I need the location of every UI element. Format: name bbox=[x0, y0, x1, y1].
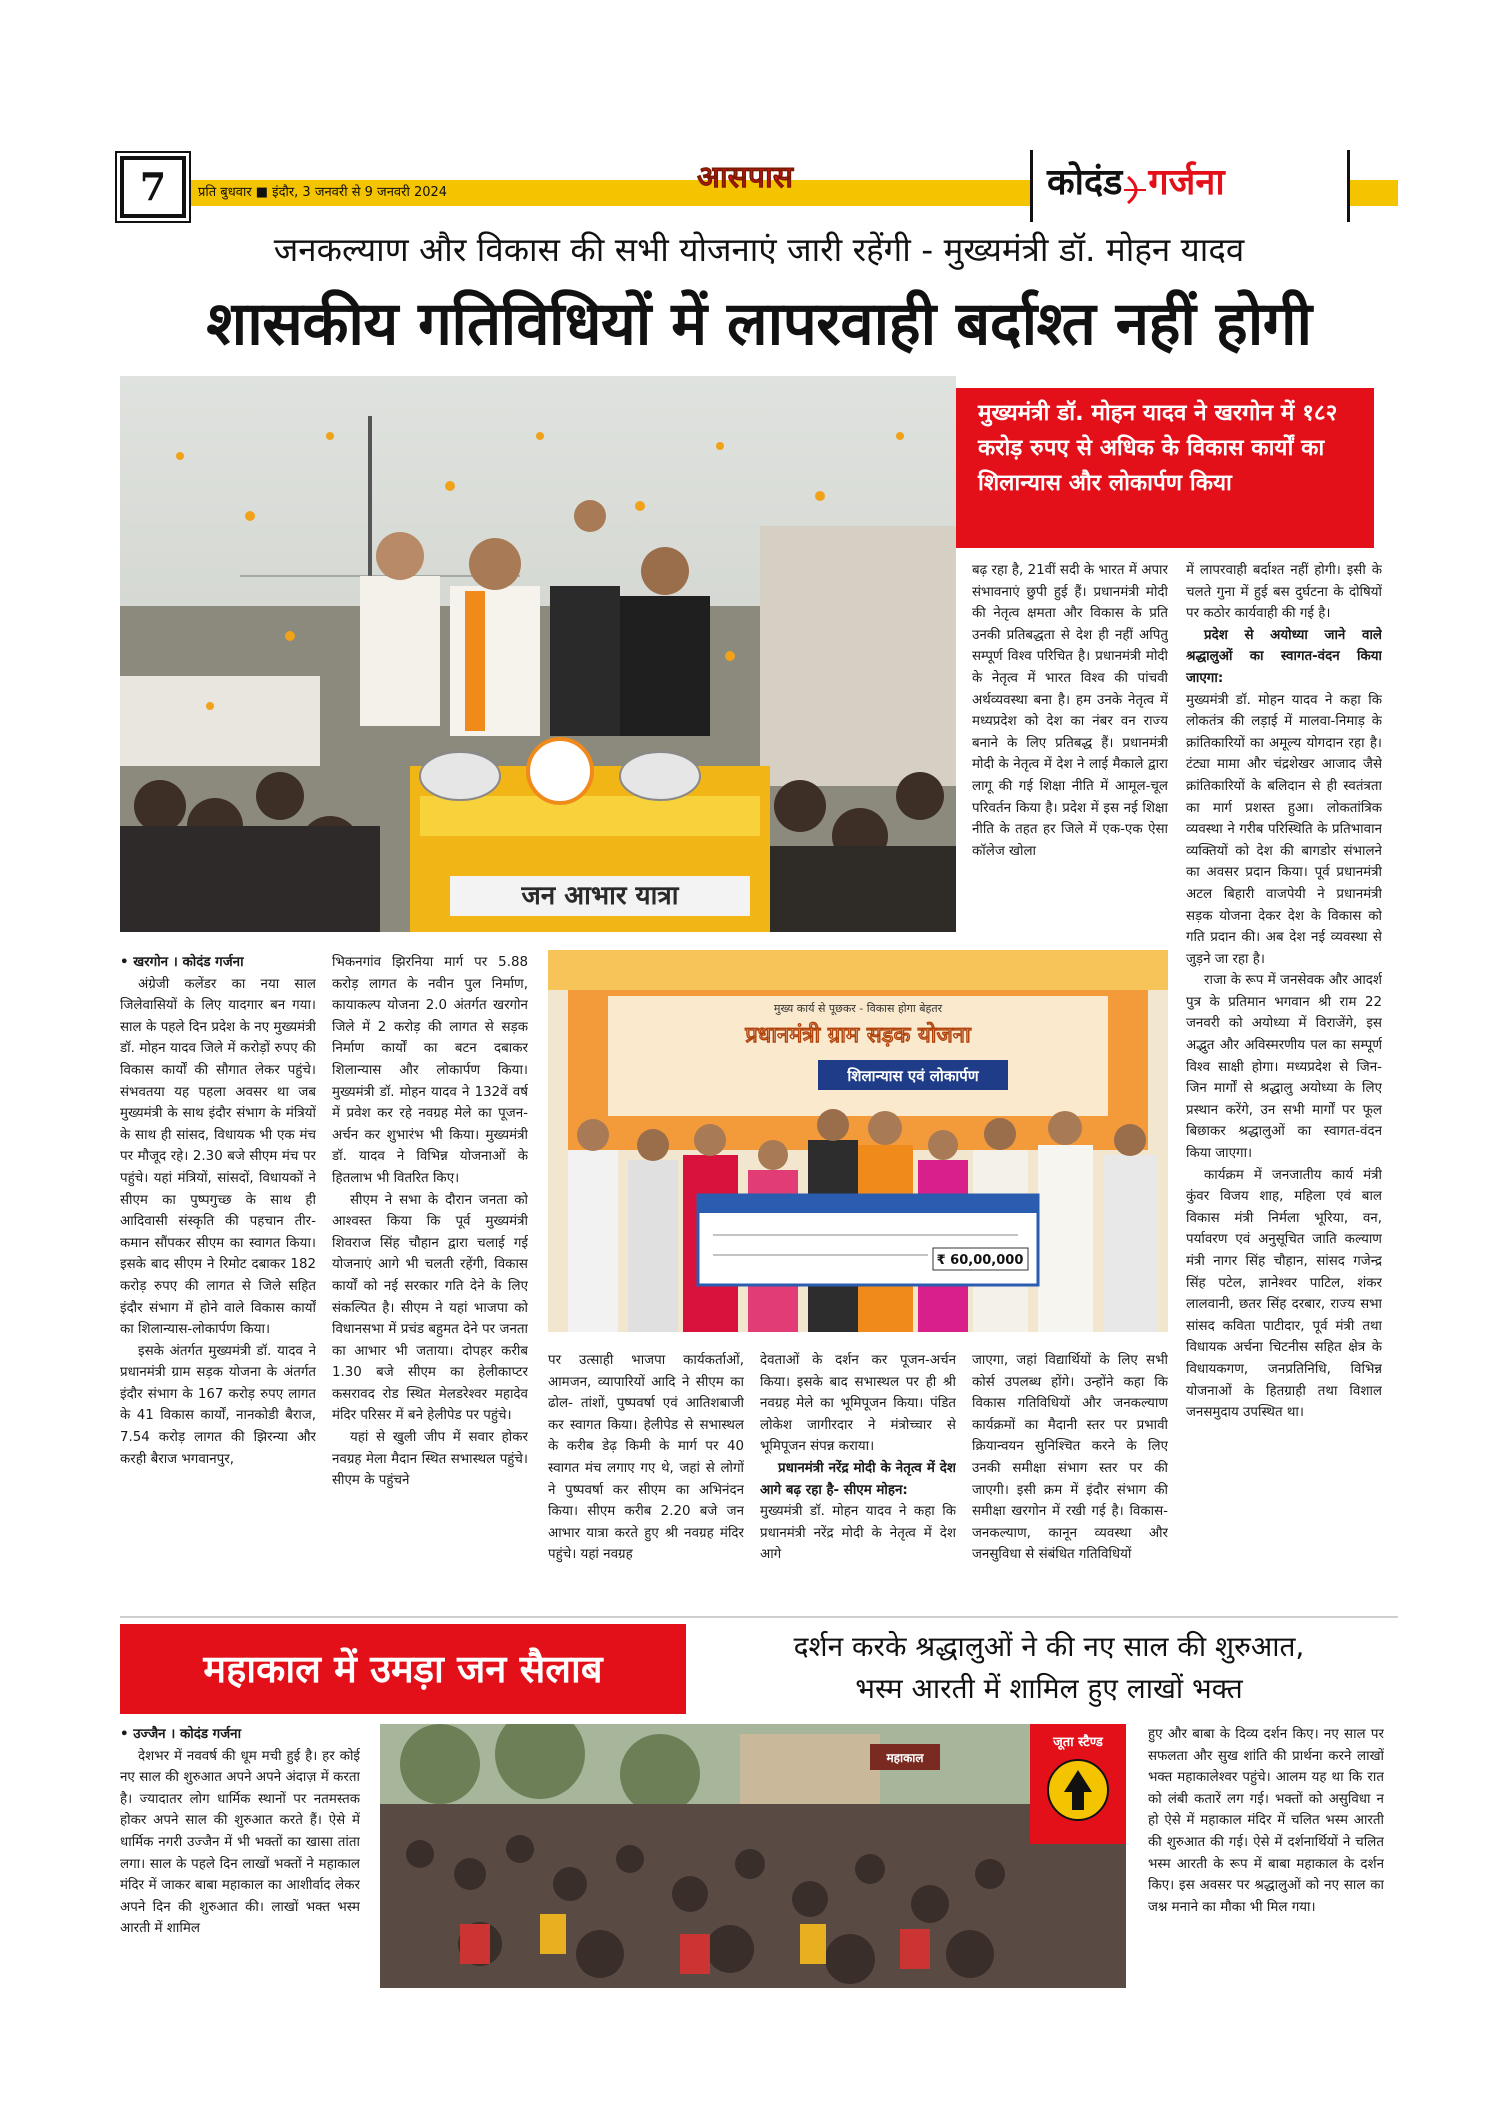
ceremony-photo bbox=[548, 950, 1168, 1332]
second-deck bbox=[700, 1626, 1398, 1710]
lead-c2-para: भिकनगांव झिरनिया मार्ग पर 5.88 करोड़ लागत के नवीन पुल निर्माण, कायाकल्प योजना 2.0 अंतर्गत खरगोन जिले में 2 करोड़ की लागत से सड़क निर्माण कार्यों का बटन दबाकर शिलान्यास और लोकार्पण किया। मुख्यमंत्री डॉ. मोहन यादव ने 132वें वर्ष में प्रवेश कर रहे नवग्रह मेले का पूजन-अर्चन कर शुभारंभ भी किया। मुख्यमंत्री डॉ. यादव ने विभिन्न योजनाओं के हितलाभ भी वितरित किए। bbox=[332, 955, 528, 1186]
lead-c6-subhead: प्रदेश से अयोध्या जाने वाले श्रद्धालुओं का स्वागत-वंदन किया जाएगा: bbox=[1186, 627, 1382, 686]
lead-column-5-bottom bbox=[972, 1350, 1168, 1612]
lead-headline: शासकीय गतिविधियों में लापरवाही बर्दाश्त नहीं होगी bbox=[206, 289, 1312, 359]
lead-c1-para2: इसके अंतर्गत मुख्यमंत्री डॉ. यादव ने प्रधानमंत्री ग्राम सड़क योजना के अंतर्गत इंदौर संभाग के 167 करोड़ रुपए लागत के 41 विकास कार्यों, नानकोडी बैराज, 7.54 करोड़ लागत की झिरन्या और करही बैराज भगवानपुर, bbox=[120, 1343, 316, 1467]
story-divider bbox=[120, 1616, 1398, 1618]
lead-kicker: जनकल्याण और विकास की सभी योजनाएं जारी रहेंगी - मुख्यमंत्री डॉ. मोहन यादव bbox=[273, 230, 1245, 269]
second-right-para: हुए और बाबा के दिव्य दर्शन किए। नए साल पर सफलता और सुख शांति की प्रार्थना करने लाखों भक्त महाकालेश्वर पहुंचे। आलम यह था कि रात को लंबी कतारें लग गई। भक्तों को असुविधा न हो ऐसे में महाकाल मंदिर में चलित भस्म आरती की शुरुआत की गई। ऐसे में दर्शनार्थियों ने चलित भस्म आरती के रूप में बाबा महाकाल के दर्शन किए। इस अवसर पर श्रद्धालुओं को नए साल का जश्न मनाने का मौका भी मिल गया। bbox=[1148, 1727, 1384, 1915]
second-left-para: देशभर में नववर्ष की धूम मची हुई है। हर कोई नए साल की शुरुआत अपने अपने अंदाज़ में करता है। ज्यादातर लोग धार्मिक स्थानों पर नतमस्तक होकर अपने साल की शुरुआत करते हैं। ऐसे में धार्मिक नगरी उज्जैन में भी भक्तों का खासा तांता लगा। साल के पहले दिन लाखों भक्तों ने महाकाल मंदिर में जाकर बाबा महाकाल का आशीर्वाद लेकर अपने दिन की शुरुआत की। लाखों भक्त भस्म आरती में शामिल bbox=[120, 1748, 360, 1937]
photo-sign-shoe-stand: जूता स्टैण्ड bbox=[1053, 1735, 1103, 1750]
second-left-column bbox=[120, 1724, 360, 1984]
page-number-box bbox=[120, 156, 186, 218]
lead-c6-para2: मुख्यमंत्री डॉ. मोहन यादव ने कहा कि लोकतंत्र की लड़ाई में मालवा-निमाड़ के क्रांतिकारियों का अमूल्य योगदान रहा है। टंट्या मामा और चंद्रशेखर आजाद जैसे क्रांतिकारियों के बलिदान से ही स्वतंत्रता का मार्ग प्रशस्त हुआ। लोकतांत्रिक व्यवस्था ने गरीब परिस्थिति के प्रतिभावान व्यक्तियों को देश की बागडोर संभालने का अवसर प्रदान किया। पूर्व प्रधानमंत्री अटल बिहारी वाजपेयी ने प्रधानमंत्री सड़क योजना देकर देश के विकास को गति प्रदान की। अब देश नई व्यवस्था से जुड़ने जा रहा है। bbox=[1186, 692, 1382, 967]
masthead-right: गर्जना bbox=[1148, 162, 1225, 203]
lead-red-callout bbox=[956, 388, 1374, 548]
ceremony-banner-sub: शिलान्यास एवं लोकार्पण bbox=[847, 1067, 979, 1085]
section-label: आसपास bbox=[696, 160, 794, 195]
page-number: 7 bbox=[139, 164, 167, 209]
lead-column-4 bbox=[760, 1350, 956, 1612]
photo-sign-mahakal: महाकाल bbox=[886, 1751, 924, 1765]
lead-c6-para3: राजा के रूप में जनसेवक और आदर्श पुत्र के प्रतिमान भगवान श्री राम 22 जनवरी को अयोध्या में विराजेंगे, इस अद्भुत और अविस्मरणीय पल का सम्पूर्ण विश्व साक्षी होगा। मध्यप्रदेश से जिन-जिन मार्गों से श्रद्धालु अयोध्या के लिए प्रस्थान करेंगे, उन सभी मार्गों पर फूल बिछाकर श्रद्धालुओं का स्वागत-वंदन किया जाएगा। bbox=[1186, 973, 1382, 1162]
lead-c3-para: पर उत्साही भाजपा कार्यकर्ताओं, आमजन, व्यापारियों आदि ने सीएम का ढोल- तांशों, पुष्पवर्षा एवं आतिशबाजी कर स्वागत किया। हेलीपेड से सभास्थल के करीब डेढ़ किमी के मार्ग पर 40 स्वागत मंच लगाए गए थे, जहां से लोगों ने पुष्पवर्षा कर सीएम का अभिनंदन किया। सीएम करीब 2.20 बजे जन आभार यात्रा करते हुए श्री नवग्रह मंदिर पहुंचे। यहां नवग्रह bbox=[548, 1353, 744, 1563]
lead-red-callout-text: मुख्यमंत्री डॉ. मोहन यादव ने खरगोन में १८२ करोड़ रुपए से अधिक के विकास कार्यों का शिलान्यास और लोकार्पण किया bbox=[978, 400, 1338, 496]
lead-c5b-para: जाएगा, जहां विद्यार्थियों के लिए सभी कोर्स उपलब्ध होंगे। उन्होंने कहा कि विकास गतिविधियों और जनकल्याण कार्यक्रमों का मैदानी स्तर पर प्रभावी क्रियान्वयन सुनिश्चित करने के लिए उनकी समीक्षा संभाग स्तर पर की जाएगी। इसी क्रम में इंदौर संभाग की समीक्षा खरगोन में रखी गई है। विकास-जनकल्याण, कानून व्यवस्था और जनसुविधा से संबंधित गतिविधियों bbox=[972, 1353, 1168, 1563]
lead-column-5-top bbox=[972, 560, 1168, 940]
lead-c6-para: में लापरवाही बर्दाश्त नहीं होगी। इसी के चलते गुना में हुई बस दुर्घटना के दोषियों पर कठोर कार्यवाही की गई है। bbox=[1186, 563, 1382, 622]
lead-c4-subhead: प्रधानमंत्री नरेंद्र मोदी के नेतृत्व में देश आगे बढ़ रहा है- सीएम मोहन: bbox=[760, 1460, 956, 1498]
second-deck-line2: भस्म आरती में शामिल हुए लाखों भक्त bbox=[855, 1672, 1243, 1705]
lead-column-1 bbox=[120, 952, 316, 1612]
bow-arrow-icon bbox=[1124, 175, 1146, 205]
lead-c4-para: देवताओं के दर्शन कर पूजन-अर्चन किया। इसके बाद सभास्थल पर ही श्री नवग्रह मेले का भूमिपूजन किया। पंडित लोकेश जागीरदार ने मंत्रोच्चार से भूमिपूजन संपन्न कराया। bbox=[760, 1353, 956, 1455]
ceremony-banner-main: प्रधानमंत्री ग्राम सड़क योजना bbox=[745, 1023, 971, 1048]
ceremony-banner-top: मुख्य कार्य से पूछकर - विकास होगा बेहतर bbox=[773, 1002, 943, 1015]
lead-c2-para3: यहां से खुली जीप में सवार होकर नवग्रह मेला मैदान स्थित सभास्थल पहुंचे। सीएम के पहुंचने bbox=[332, 1430, 528, 1489]
masthead bbox=[1030, 150, 1350, 222]
rally-vehicle-text: जन आभार यात्रा bbox=[521, 881, 679, 911]
issue-line: प्रति बुधवार ■ इंदौर, 3 जनवरी से 9 जनवरी 2024 bbox=[198, 185, 448, 200]
lead-c1-para: अंग्रेजी कलेंडर का नया साल जिलेवासियों के लिए यादगार बन गया। साल के पहले दिन प्रदेश के नए मुख्यमंत्री डॉ. मोहन यादव जिले में करोड़ों रुपए की विकास कार्यों की सौगात लेकर पहुंचे। संभवतया यह पहला अवसर था जब मुख्यमंत्री के साथ इंदौर संभाग के मंत्रियों के साथ ही सांसद, विधायक भी एक मंच पर मौजूद रहे। 2.30 बजे सीएम मंच पर पहुंचे। यहां मंत्रियों, सांसदों, विधायकों ने सीएम का पुष्पगुच्छ के साथ ही आदिवासी संस्कृति की पहचान तीर- कमान सौंपकर सीएम का स्वागत किया। इसके बाद सीएम ने रिमोट दबाकर 182 करोड़ रुपए की लागत से जिले सहित इंदौर संभाग में होने वाले विकास कार्यों का शिलान्यास-लोकार्पण किया। bbox=[120, 976, 316, 1338]
masthead-left: कोदंड bbox=[1047, 162, 1123, 203]
lead-c5-para: बढ़ रहा है, 21वीं सदी के भारत में अपार संभावनाएं छुपी हुई हैं। प्रधानमंत्री मोदी की नेतृत्व क्षमता और विकास के प्रति उनकी प्रतिबद्धता से देश ही नहीं अपितु सम्पूर्ण विश्व परिचित है। प्रधानमंत्री मोदी के नेतृत्व में भारत विश्व की पांचवी अर्थव्यवस्था बना है। हम उनके नेतृत्व में मध्यप्रदेश को देश का नंबर वन राज्य बनाने के लिए प्रतिबद्ध हैं। प्रधानमंत्री मोदी के नेतृत्व में देश ने लाई मैकाले द्वारा लागू की गई शिक्षा नीति में आमूल-चूल परिवर्तन किया है। प्रदेश में इस नई शिक्षा नीति के तहत हर जिले में एक-एक ऐसा कॉलेज खोला bbox=[972, 563, 1168, 859]
mahakal-crowd-photo bbox=[380, 1724, 1126, 1988]
lead-dateline: • खरगोन । कोदंड गर्जना bbox=[120, 955, 244, 970]
lead-column-6 bbox=[1186, 560, 1382, 1612]
cheque-amount: ₹ 60,00,000 bbox=[936, 1253, 1024, 1268]
second-dateline: • उज्जैन । कोदंड गर्जना bbox=[120, 1727, 242, 1742]
lead-column-2 bbox=[332, 952, 528, 1612]
second-red-headline-box bbox=[120, 1624, 686, 1714]
lead-c4-para2: मुख्यमंत्री डॉ. मोहन यादव ने कहा कि प्रधानमंत्री नरेंद्र मोदी के नेतृत्व में देश आगे bbox=[760, 1504, 956, 1563]
lead-c2-para2: सीएम ने सभा के दौरान जनता को आश्वस्त किया कि पूर्व मुख्यमंत्री शिवराज सिंह चौहान द्वारा चलाई गई योजनाएं आगे भी चलती रहेंगी, विकास कार्यों को नई सरकार गति देने के लिए संकल्पित है। सीएम ने यहां भाजपा को विधानसभा में प्रचंड बहुमत देने पर जनता का आभार भी जताया। दोपहर करीब 1.30 बजे सीएम का हेलीकाप्टर कसरावद रोड स्थित मेलडरेश्वर महादेव मंदिर परिसर में बने हेलीपेड पर पहुंचे। bbox=[332, 1192, 528, 1424]
lead-column-3 bbox=[548, 1350, 744, 1612]
lead-c6-para4: कार्यक्रम में जनजातीय कार्य मंत्री कुंवर विजय शाह, महिला एवं बाल विकास मंत्री निर्मला भूरिया, वन, पर्यावरण एवं अनुसूचित जाति कल्याण मंत्री नागर सिंह चौहान, सांसद गजेन्द्र सिंह पटेल, ज्ञानेश्वर पाटिल, शंकर लालवानी, छतर सिंह दरबार, राज्य सभा सांसद कविता पाटीदार, पूर्व मंत्री तथा विधायक अर्चना चिटनीस सहित क्षेत्र के विधायकगण, जनप्रतिनिधि, विभिन्न योजनाओं के हितग्राही तथा विशाल जनसमुदाय उपस्थित था। bbox=[1186, 1167, 1382, 1421]
second-right-column bbox=[1148, 1724, 1384, 1984]
second-headline: महाकाल में उमड़ा जन सैलाब bbox=[203, 1647, 603, 1691]
rally-photo bbox=[120, 376, 956, 932]
second-deck-line1: दर्शन करके श्रद्धालुओं ने की नए साल की शुरुआत, bbox=[793, 1630, 1305, 1663]
